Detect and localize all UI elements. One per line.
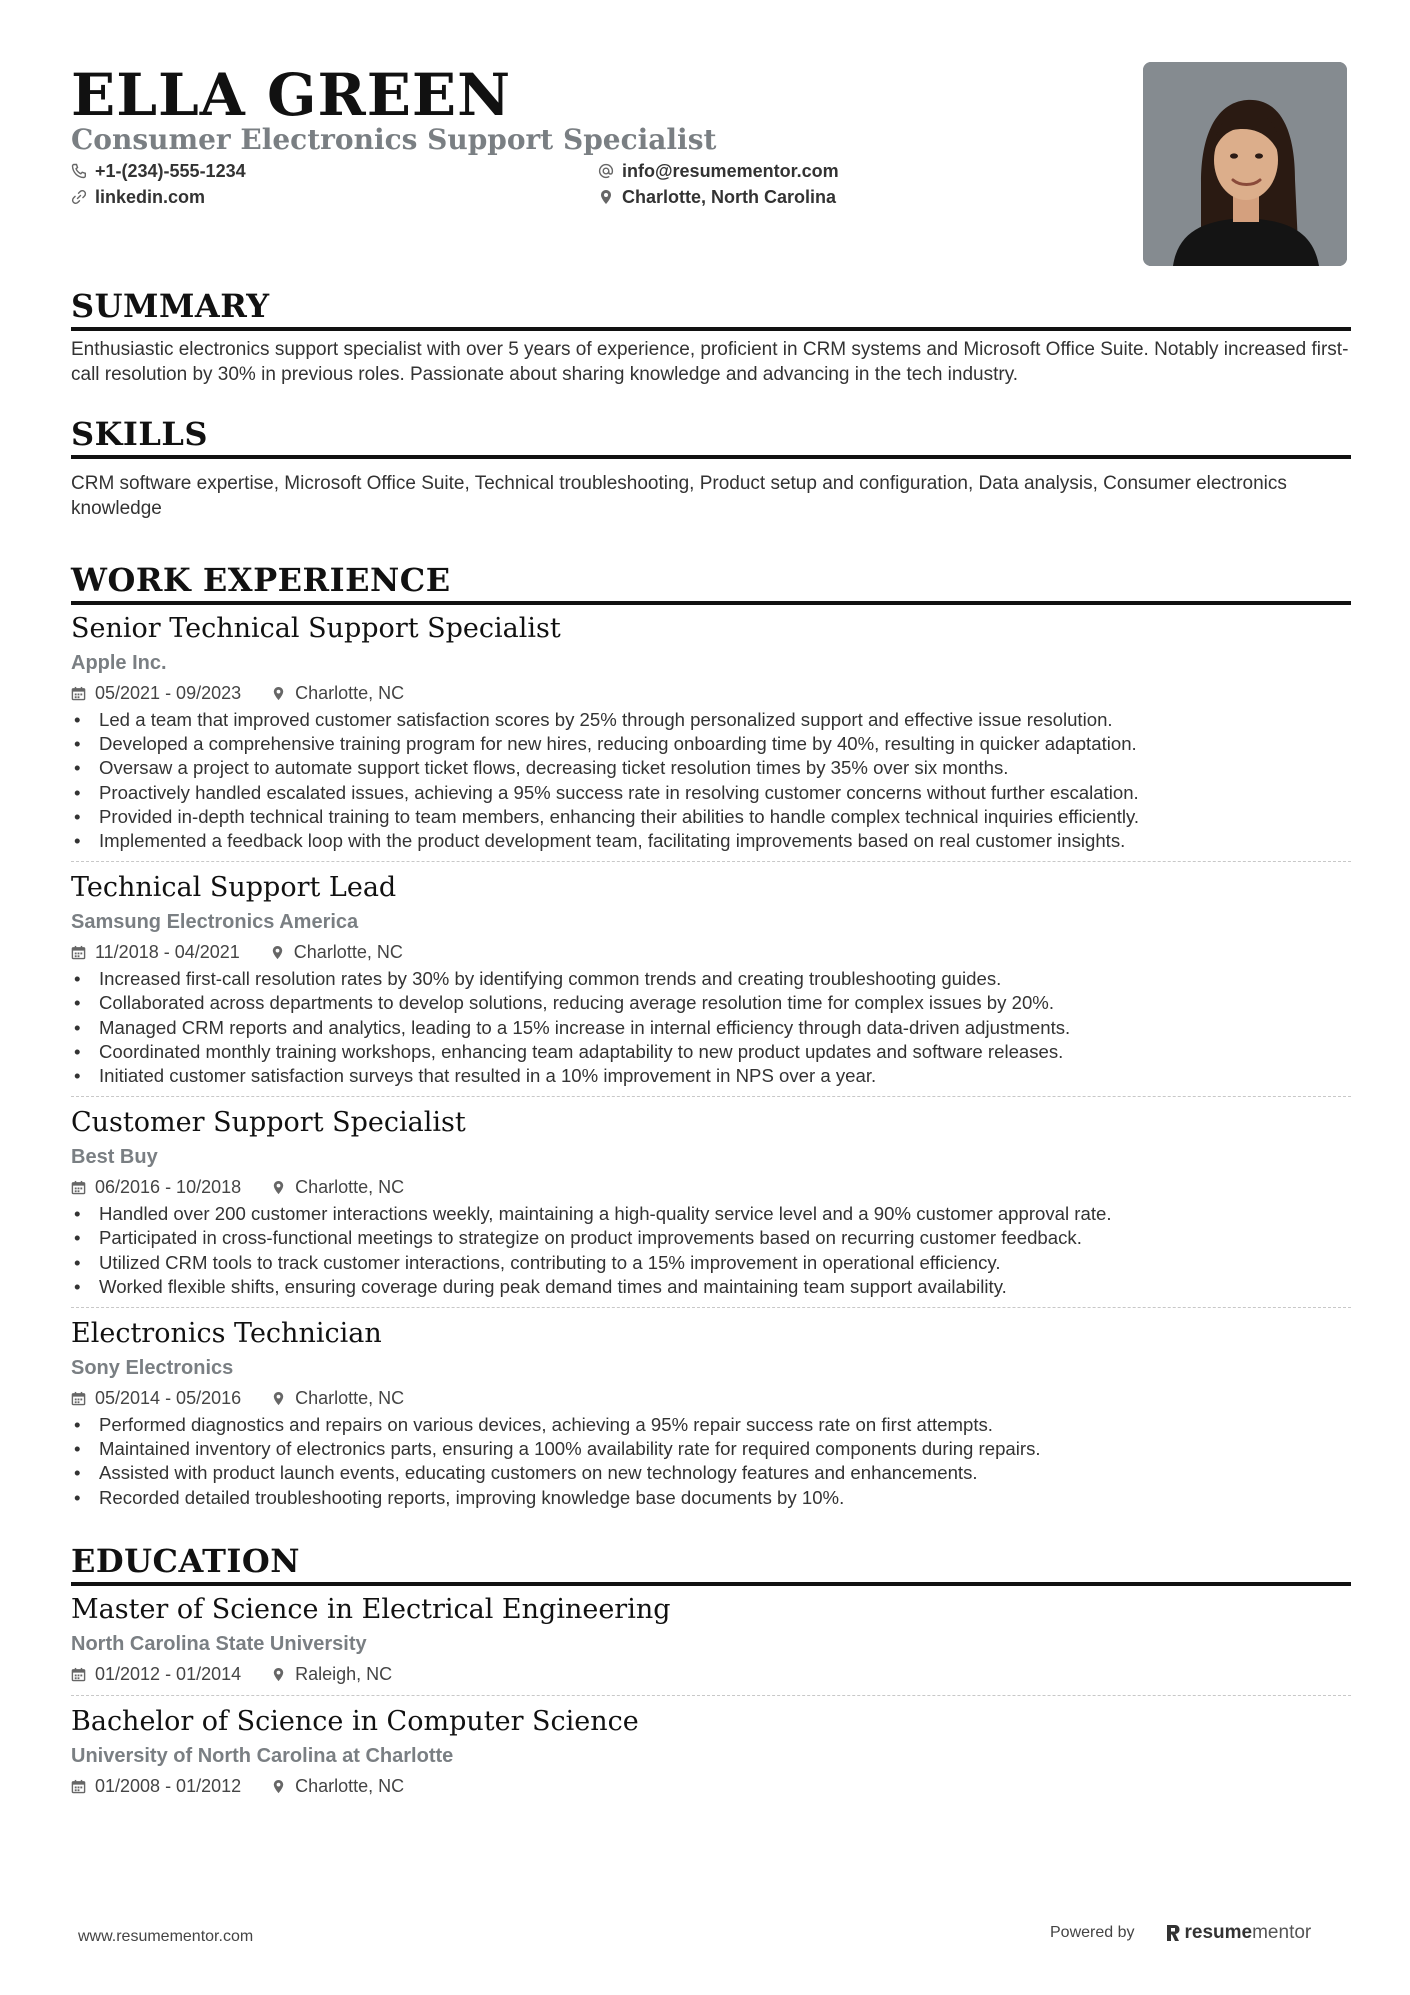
map-pin-icon (271, 1667, 286, 1682)
education-section (71, 1542, 1351, 1807)
map-pin-icon (271, 1779, 286, 1794)
education-meta (71, 1661, 1351, 1687)
bullet-item: • Handled over 200 customer interactions weekly, maintaining a high-quality service level and a 90% customer approval rate. (71, 1202, 1351, 1226)
map-pin-icon (271, 1391, 286, 1406)
education-location: Raleigh, NC (295, 1664, 393, 1684)
footer-website[interactable]: www.resumementor.com (78, 1928, 254, 1945)
footer-powered (1050, 1922, 1311, 1944)
bullet-item: • Developed a comprehensive training program for new hires, reducing onboarding time by 40%, resulting in quicker adaptation. (71, 732, 1351, 756)
job-dates: 06/2016 - 10/2018 (95, 1177, 242, 1198)
job-dates: 11/2018 - 04/2021 (95, 942, 240, 963)
bullet-item: • Recorded detailed troubleshooting reports, improving knowledge base documents by 10%. (71, 1486, 1351, 1510)
link-icon (71, 189, 87, 205)
job-location: Charlotte, NC (293, 942, 403, 963)
email-contact[interactable] (598, 159, 839, 183)
school-name: University of North Carolina at Charlotte (71, 1745, 454, 1767)
job-meta (71, 939, 1351, 965)
calendar-icon (71, 686, 86, 701)
brand-bold: resume (1184, 1922, 1253, 1943)
education-dates: 01/2012 - 01/2014 (95, 1664, 242, 1684)
job-company: Sony Electronics (71, 1357, 234, 1380)
experience-heading: WORK EXPERIENCE (71, 561, 1351, 605)
bullet-item: • Initiated customer satisfaction surveys that resulted in a 10% improvement in NPS over a year. (71, 1064, 1351, 1088)
degree-title: Master of Science in Electrical Engineering (71, 1594, 671, 1625)
calendar-icon (71, 945, 86, 960)
calendar-icon (71, 1779, 86, 1794)
skills-text: CRM software expertise, Microsoft Office Suite, Technical troubleshooting, Product setup and configuration, Data analysis, Consumer electronics knowledge (71, 473, 1287, 519)
job-title: Senior Technical Support Specialist (71, 613, 561, 644)
job-title: Technical Support Lead (71, 872, 397, 904)
profile-portrait-icon (1143, 62, 1347, 266)
job-bullets (71, 708, 1351, 853)
bullet-item: • Performed diagnostics and repairs on various devices, achieving a 95% repair success rate on first attempts. (71, 1413, 1351, 1437)
candidate-role: Consumer Electronics Support Specialist (71, 123, 717, 156)
job-company: Samsung Electronics America (71, 911, 359, 934)
resume-header (71, 60, 1351, 270)
bullet-item: • Proactively handled escalated issues, achieving a 95% success rate in resolving customer concerns without further escalation. (71, 781, 1351, 805)
email-text: info@resumementor.com (622, 161, 839, 181)
phone-contact[interactable] (71, 159, 246, 183)
candidate-name: ELLA GREEN (71, 61, 512, 129)
website-text: linkedin.com (95, 187, 206, 207)
bullet-item: • Oversaw a project to automate support ticket flows, decreasing ticket resolution times by 35% over six months. (71, 756, 1351, 780)
brand-logo[interactable] (1165, 1922, 1312, 1944)
job-title: Electronics Technician (71, 1318, 382, 1350)
skills-heading: SKILLS (71, 415, 1351, 459)
education-dates: 01/2008 - 01/2012 (95, 1776, 242, 1796)
bullet-item: • Participated in cross-functional meetings to strategize on product improvements based on recurring customer feedback. (71, 1226, 1351, 1250)
bullet-item: • Implemented a feedback loop with the product development team, facilitating improvements based on real customer insights. (71, 829, 1351, 853)
brand-mark-icon (1165, 1923, 1181, 1943)
summary-section (71, 287, 1351, 387)
bullet-item: • Coordinated monthly training workshops, enhancing team adaptability to new product updates and software releases. (71, 1040, 1351, 1064)
job-location: Charlotte, NC (295, 1177, 405, 1198)
powered-by-label: Powered by (1050, 1924, 1135, 1941)
bullet-item: • Provided in-depth technical training to team members, enhancing their abilities to handle complex technical inquiries efficiently. (71, 805, 1351, 829)
education-entry (71, 1592, 1351, 1696)
at-icon (598, 163, 614, 179)
job-meta (71, 1385, 1351, 1411)
bullet-item: • Managed CRM reports and analytics, leading to a 15% increase in internal efficiency through data-driven adjustments. (71, 1016, 1351, 1040)
map-pin-icon (271, 686, 286, 701)
school-name: North Carolina State University (71, 1633, 367, 1655)
job-entry (71, 870, 1351, 1097)
bullet-item: • Utilized CRM tools to track customer interactions, contributing to a 15% improvement in operational efficiency. (71, 1251, 1351, 1275)
job-entry (71, 1316, 1351, 1518)
phone-icon (71, 163, 87, 179)
location-text: Charlotte, North Carolina (622, 187, 837, 207)
job-company: Apple Inc. (71, 652, 167, 674)
calendar-icon (71, 1180, 86, 1195)
map-pin-icon (598, 189, 614, 205)
job-bullets (71, 1202, 1351, 1299)
profile-photo (1143, 62, 1347, 266)
bullet-item: • Assisted with product launch events, educating customers on new technology features and enhancements. (71, 1461, 1351, 1485)
job-bullets (71, 967, 1351, 1088)
phone-text: +1-(234)-555-1234 (95, 161, 246, 181)
job-bullets (71, 1413, 1351, 1510)
summary-heading: SUMMARY (71, 287, 1351, 331)
job-title: Customer Support Specialist (71, 1107, 466, 1139)
job-dates: 05/2014 - 05/2016 (95, 1388, 242, 1409)
brand-light: mentor (1252, 1922, 1312, 1943)
job-entry (71, 1105, 1351, 1308)
bullet-item: • Increased first-call resolution rates by 30% by identifying common trends and creating troubleshooting guides. (71, 967, 1351, 991)
summary-text: Enthusiastic electronics support specialist with over 5 years of experience, proficient in CRM systems and Microsoft Office Suite. Notably increased first-call resolution by 30% in previous roles. Passionate about sharing knowledge and advancing in the tech industry. (71, 339, 1349, 385)
job-location: Charlotte, NC (295, 683, 405, 703)
bullet-item: • Led a team that improved customer satisfaction scores by 25% through personalized support and effective issue resolution. (71, 708, 1351, 732)
job-location: Charlotte, NC (295, 1388, 405, 1409)
experience-section (71, 561, 1351, 1518)
education-meta (71, 1773, 1351, 1799)
job-company: Best Buy (71, 1146, 158, 1169)
job-dates: 05/2021 - 09/2023 (95, 683, 242, 703)
map-pin-icon (270, 945, 285, 960)
location-contact (598, 185, 836, 209)
map-pin-icon (271, 1180, 286, 1195)
education-entry (71, 1704, 1351, 1807)
skills-section (71, 415, 1351, 521)
education-location: Charlotte, NC (295, 1776, 405, 1796)
website-contact[interactable] (71, 185, 205, 209)
job-meta (71, 680, 1351, 706)
calendar-icon (71, 1667, 86, 1682)
calendar-icon (71, 1391, 86, 1406)
job-entry (71, 611, 1351, 862)
bullet-item: • Maintained inventory of electronics parts, ensuring a 100% availability rate for required components during repairs. (71, 1437, 1351, 1461)
education-heading: EDUCATION (71, 1542, 1351, 1586)
degree-title: Bachelor of Science in Computer Science (71, 1706, 639, 1737)
bullet-item: • Worked flexible shifts, ensuring coverage during peak demand times and maintaining team support availability. (71, 1275, 1351, 1299)
bullet-item: • Collaborated across departments to develop solutions, reducing average resolution time for complex issues by 20%. (71, 991, 1351, 1015)
job-meta (71, 1174, 1351, 1200)
